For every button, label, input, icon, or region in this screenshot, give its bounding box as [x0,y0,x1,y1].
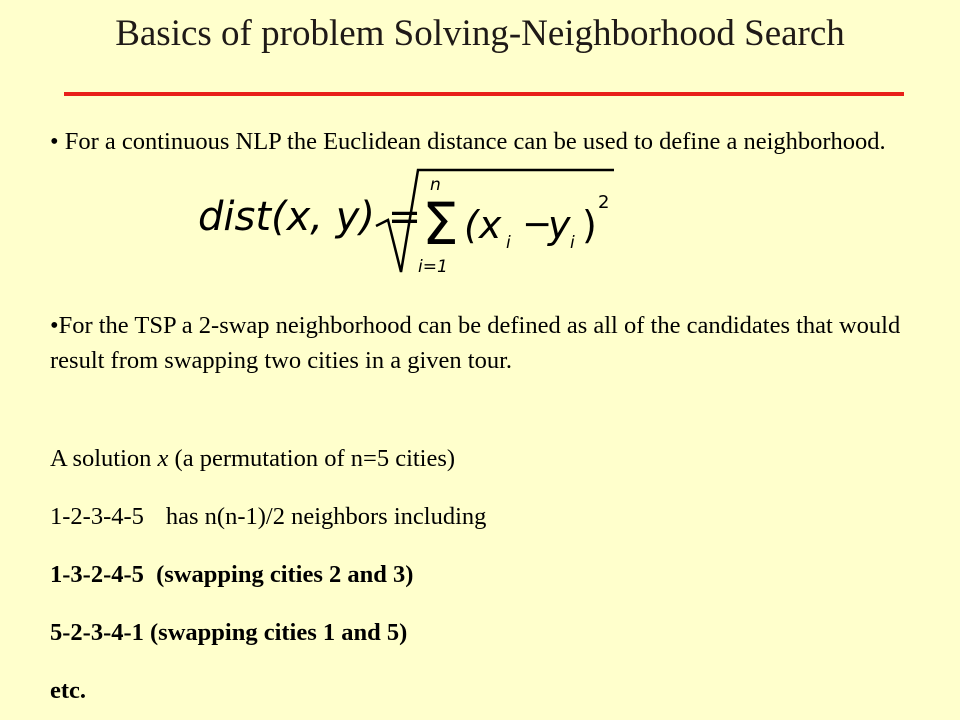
title-underline [64,92,904,96]
bullet-marker: • [50,128,59,155]
sum-sigma: Σ [422,190,459,258]
term-close-paren: ) [582,203,597,247]
example-swap-2-3: 1-3-2-4-5 (swapping cities 2 and 3) [50,561,414,588]
formula-lhs: dist(x, y) = [198,194,422,240]
euclidean-distance-formula [196,164,626,284]
sum-upper-limit: n [430,175,441,195]
solution-line [50,441,455,476]
tour-line [50,499,486,534]
bullet-tsp [50,308,910,378]
bullet-euclidean-text: For a continuous NLP the Euclidean distance can be used to define a neighborhood. [64,128,886,155]
solution-variable: x [157,445,169,472]
term-x: (x [464,203,502,247]
tour-description: has n(n-1)/2 neighbors including [165,503,487,530]
solution-prefix: A solution [50,445,158,472]
bullet-euclidean [50,124,950,159]
slide-title: Basics of problem Solving-Neighborhood Search [115,13,845,54]
sum-lower-limit: i=1 [418,257,448,277]
solution-suffix: (a permutation of n=5 cities) [168,445,456,472]
etc-text: etc. [50,677,87,704]
bullet-marker: • [50,312,59,339]
sub-i-1: i [506,233,511,253]
tour-sequence: 1-2-3-4-5 [50,503,144,530]
minus-sign: − [522,204,553,245]
exponent-two: 2 [598,192,610,213]
sub-i-2: i [570,233,575,253]
term-y: y [548,203,571,247]
example-swap-1-5: 5-2-3-4-1 (swapping cities 1 and 5) [50,619,408,646]
bullet-tsp-text: For the TSP a 2-swap neighborhood can be defined as all of the candidates that would result from swapping two cities in a given tour. [50,312,901,374]
